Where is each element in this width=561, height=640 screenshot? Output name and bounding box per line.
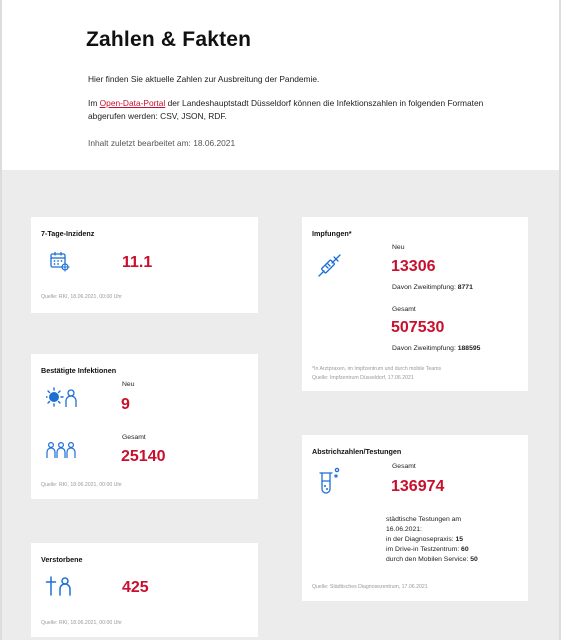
tests-detail-line4 xyxy=(386,545,478,555)
vaccinations-new-second-label: Davon Zweitimpfung: xyxy=(392,284,458,291)
tests-details xyxy=(386,515,478,565)
updated-text: Inhalt zuletzt bearbeitet am: 18.06.2021 xyxy=(88,138,236,148)
people-group-icon xyxy=(46,440,76,460)
tests-detail-line3 xyxy=(386,535,478,545)
portal-suffix: der Landeshauptstadt Düsseldorf können die Infektionszahlen in folgenden Formaten abgerufen werden: CSV, JSON, RDF. xyxy=(88,98,484,121)
vaccinations-source: Quelle: Impfzentrum Düsseldorf, 17.06.2021 xyxy=(312,375,414,381)
vaccinations-new-label: Neu xyxy=(392,244,405,251)
tests-title: Abstrichzahlen/Testungen xyxy=(312,447,402,456)
tests-detail-line4-label: im Drive-in Testzentrum: xyxy=(386,546,462,553)
tests-detail-line2: 16.06.2021: xyxy=(386,526,422,533)
infections-card xyxy=(31,354,258,499)
vaccinations-total-value: 507530 xyxy=(391,319,445,336)
vaccinations-new-value: 13306 xyxy=(391,258,436,275)
vaccinations-new-second-value: 8771 xyxy=(457,284,473,291)
deaths-card xyxy=(31,543,258,637)
portal-prefix: Im xyxy=(88,98,100,108)
vaccinations-total-second-value: 188595 xyxy=(457,345,481,352)
test-tube-icon xyxy=(317,467,341,495)
infections-source: Quelle: RKI, 18.06.2021, 00:00 Uhr xyxy=(41,482,123,488)
infections-new-label: Neu xyxy=(122,381,135,388)
vaccinations-card xyxy=(302,217,528,391)
header-section xyxy=(2,0,559,170)
vaccinations-total-label: Gesamt xyxy=(392,306,416,313)
virus-person-icon xyxy=(46,386,80,408)
incidence-card xyxy=(31,217,258,313)
vaccinations-note: *In Arztpraxen, im Impfzentrum und durch mobile Teams xyxy=(312,366,442,372)
deaths-source: Quelle: RKI, 18.06.2021, 00:00 Uhr xyxy=(41,620,123,626)
tests-total-value: 136974 xyxy=(391,478,445,495)
tests-detail-line3-label: in der Diagnosepraxis: xyxy=(386,536,456,543)
tests-detail-line4-value: 60 xyxy=(461,546,469,553)
vaccinations-new-second xyxy=(392,284,473,291)
tests-detail-line5-label: durch den Mobilen Service: xyxy=(386,556,471,563)
cross-person-icon xyxy=(45,575,75,597)
vaccinations-title: Impfungen* xyxy=(312,229,352,238)
tests-detail-line1: städtische Testungen am xyxy=(386,516,462,523)
incidence-value: 11.1 xyxy=(122,254,153,271)
infections-total-value: 25140 xyxy=(121,448,166,465)
infections-total-label: Gesamt xyxy=(122,434,146,441)
infections-title: Bestätigte Infektionen xyxy=(41,366,117,375)
tests-source: Quelle: Städtisches Diagnosezentrum, 17.06.2021 xyxy=(312,584,428,590)
tests-detail-line5-value: 50 xyxy=(470,556,478,563)
vaccinations-total-second-label: Davon Zweitimpfung: xyxy=(392,345,458,352)
tests-total-label: Gesamt xyxy=(392,463,416,470)
intro-text: Hier finden Sie aktuelle Zahlen zur Ausbreitung der Pandemie. xyxy=(88,74,320,84)
portal-paragraph xyxy=(88,97,488,123)
calendar-virus-icon xyxy=(49,250,71,272)
tests-detail-line3-value: 15 xyxy=(455,536,464,543)
tests-card xyxy=(302,435,528,601)
deaths-title: Verstorbene xyxy=(41,555,83,564)
open-data-portal-link[interactable]: Open-Data-Portal xyxy=(99,98,166,108)
incidence-source: Quelle: RKI, 18.06.2021, 00:00 Uhr xyxy=(41,294,123,300)
deaths-value: 425 xyxy=(122,579,149,596)
syringe-icon xyxy=(317,252,343,278)
infections-new-value: 9 xyxy=(121,396,130,413)
page-title: Zahlen & Fakten xyxy=(86,28,252,51)
incidence-title: 7-Tage-Inzidenz xyxy=(41,229,95,238)
tests-detail-line5 xyxy=(386,555,478,565)
vaccinations-total-second xyxy=(392,345,480,352)
